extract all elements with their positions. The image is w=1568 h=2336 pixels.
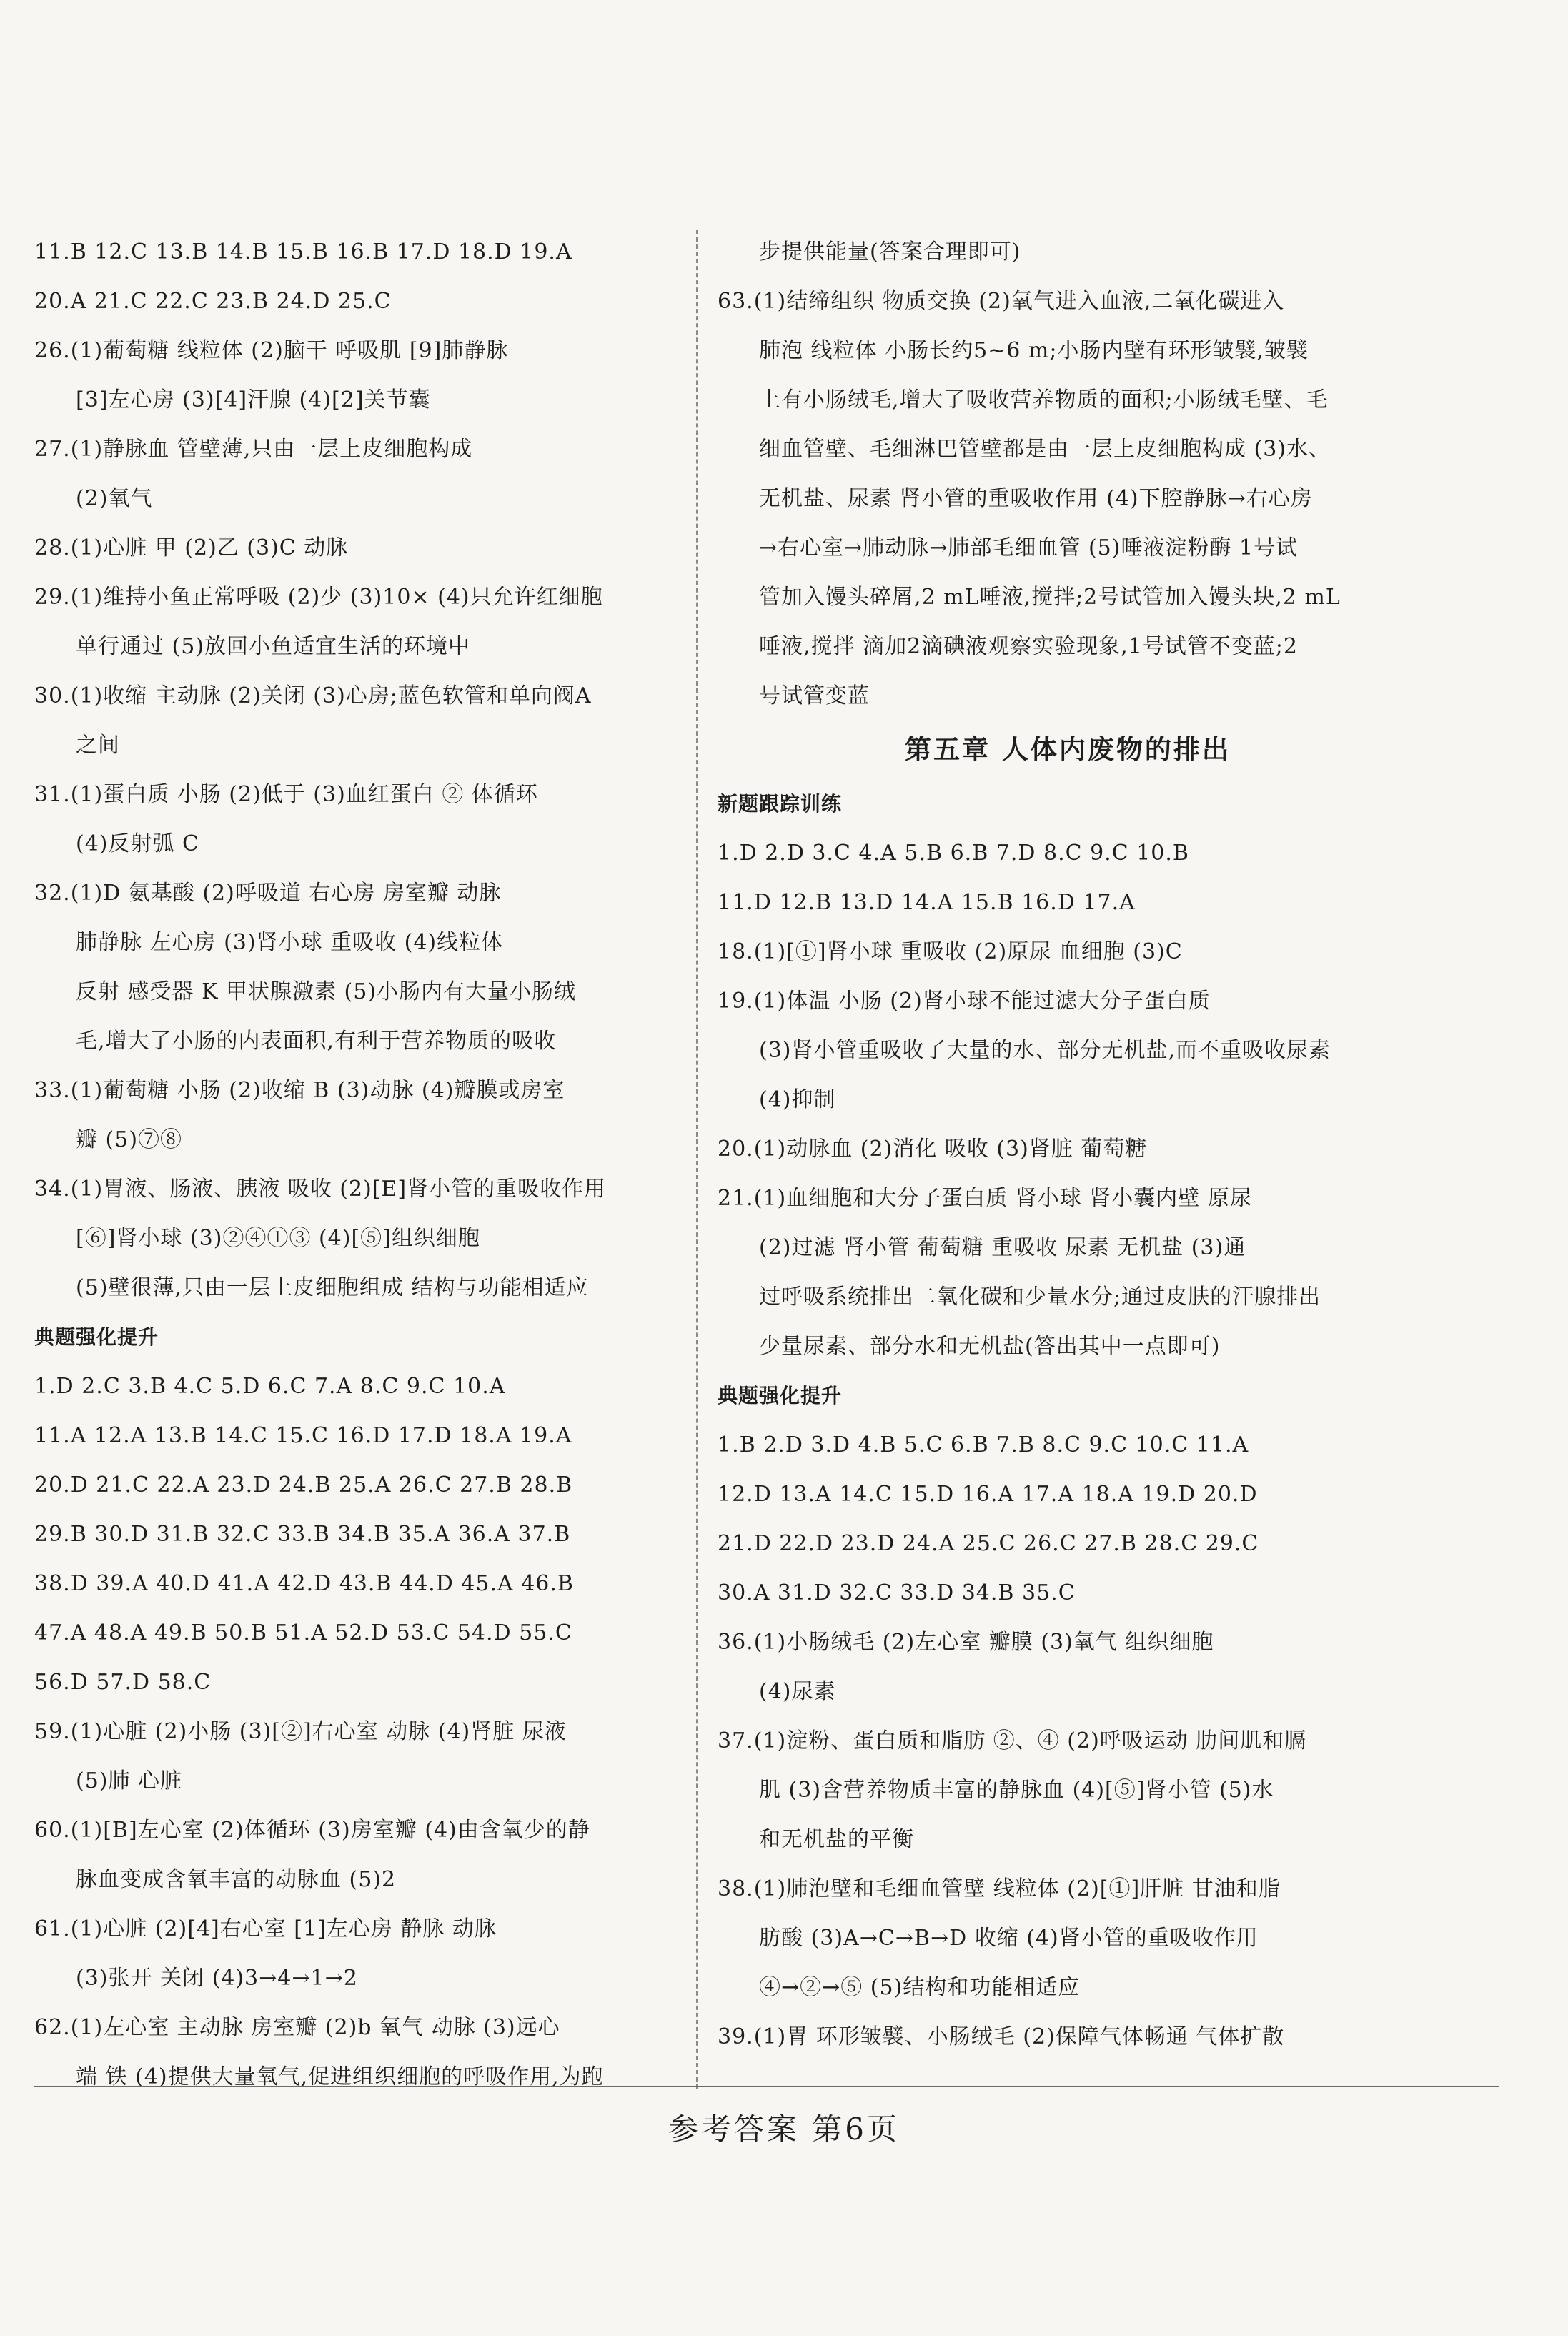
answer-line: 56.D 57.D 58.C xyxy=(34,1670,212,1695)
left-column xyxy=(34,227,678,2102)
answer-line: 29.(1)维持小鱼正常呼吸 (2)少 (3)10× (4)只允许红细胞 xyxy=(34,585,603,610)
answer-line: 20.A 21.C 22.C 23.B 24.D 25.C xyxy=(34,289,392,314)
answer-line: 1.D 2.D 3.C 4.A 5.B 6.B 7.D 8.C 9.C 10.B xyxy=(718,841,1189,866)
answer-line-continued: (4)抑制 xyxy=(759,1087,836,1112)
answer-line: 37.(1)淀粉、蛋白质和脂肪 ②、④ (2)呼吸运动 肋间肌和膈 xyxy=(718,1728,1307,1753)
answer-line: 39.(1)胃 环形皱襞、小肠绒毛 (2)保障气体畅通 气体扩散 xyxy=(718,2024,1285,2049)
answer-line-continued: (2)过滤 肾小管 葡萄糖 重吸收 尿素 无机盐 (3)通 xyxy=(759,1235,1246,1260)
answer-line: 1.D 2.C 3.B 4.C 5.D 6.C 7.A 8.C 9.C 10.A xyxy=(34,1374,506,1399)
answer-line: 21.(1)血细胞和大分子蛋白质 肾小球 肾小囊内壁 原尿 xyxy=(718,1186,1252,1211)
answer-line-continued: 步提供能量(答案合理即可) xyxy=(759,239,1021,264)
answer-line: 33.(1)葡萄糖 小肠 (2)收缩 B (3)动脉 (4)瓣膜或房室 xyxy=(34,1078,565,1103)
answer-line-continued: 无机盐、尿素 肾小管的重吸收作用 (4)下腔静脉→右心房 xyxy=(759,486,1313,511)
answer-line-continued: →右心室→肺动脉→肺部毛细血管 (5)唾液淀粉酶 1号试 xyxy=(759,535,1299,560)
answer-line-continued: (5)肺 心脏 xyxy=(76,1768,183,1793)
answer-line: 47.A 48.A 49.B 50.B 51.A 52.D 53.C 54.D 55.C xyxy=(34,1620,572,1645)
chapter-title: 第五章 人体内废物的排出 xyxy=(905,734,1231,765)
answer-line: 36.(1)小肠绒毛 (2)左心室 瓣膜 (3)氧气 组织细胞 xyxy=(718,1630,1214,1655)
answer-line-continued: 反射 感受器 K 甲状腺激素 (5)小肠内有大量小肠绒 xyxy=(76,979,577,1004)
answer-line: 11.A 12.A 13.B 14.C 15.C 16.D 17.D 18.A 19.A xyxy=(34,1423,572,1448)
answer-line: 20.(1)动脉血 (2)消化 吸收 (3)肾脏 葡萄糖 xyxy=(718,1137,1148,1162)
answer-line-continued: 唾液,搅拌 滴加2滴碘液观察实验现象,1号试管不变蓝;2 xyxy=(759,634,1298,659)
answer-line: 11.D 12.B 13.D 14.A 15.B 16.D 17.A xyxy=(718,890,1136,915)
answer-line-continued: 和无机盐的平衡 xyxy=(759,1827,914,1852)
answer-line-continued: 肪酸 (3)A→C→B→D 收缩 (4)肾小管的重吸收作用 xyxy=(759,1926,1259,1951)
answer-line-continued: (5)壁很薄,只由一层上皮细胞组成 结构与功能相适应 xyxy=(76,1275,589,1300)
answer-line: 31.(1)蛋白质 小肠 (2)低于 (3)血红蛋白 ② 体循环 xyxy=(34,782,538,807)
answer-line: 60.(1)[B]左心室 (2)体循环 (3)房室瓣 (4)由含氧少的静 xyxy=(34,1818,590,1843)
answer-line: 27.(1)静脉血 管壁薄,只由一层上皮细胞构成 xyxy=(34,437,473,462)
answer-line: 62.(1)左心室 主动脉 房室瓣 (2)b 氧气 动脉 (3)远心 xyxy=(34,2015,560,2040)
right-column xyxy=(718,227,1361,2062)
answer-line: 26.(1)葡萄糖 线粒体 (2)脑干 呼吸肌 [9]肺静脉 xyxy=(34,338,509,363)
answer-line-continued: 上有小肠绒毛,增大了吸收营养物质的面积;小肠绒毛壁、毛 xyxy=(759,387,1329,412)
answer-line-continued: 端 铁 (4)提供大量氧气,促进组织细胞的呼吸作用,为跑 xyxy=(76,2064,604,2089)
answer-line-continued: 肺泡 线粒体 小肠长约5~6 m;小肠内壁有环形皱襞,皱襞 xyxy=(759,338,1309,363)
answer-line: 1.B 2.D 3.D 4.B 5.C 6.B 7.B 8.C 9.C 10.C 11.A xyxy=(718,1432,1249,1457)
answer-line: 59.(1)心脏 (2)小肠 (3)[②]右心室 动脉 (4)肾脏 尿液 xyxy=(34,1719,567,1744)
answer-line: 38.(1)肺泡壁和毛细血管壁 线粒体 (2)[①]肝脏 甘油和脂 xyxy=(718,1876,1281,1901)
answer-line: 61.(1)心脏 (2)[4]右心室 [1]左心房 静脉 动脉 xyxy=(34,1916,497,1941)
answer-line-continued: (4)尿素 xyxy=(759,1679,836,1704)
answer-line-continued: 之间 xyxy=(76,733,120,758)
answer-line-continued: 单行通过 (5)放回小鱼适宜生活的环境中 xyxy=(76,634,471,659)
answer-line-continued: 脉血变成含氧丰富的动脉血 (5)2 xyxy=(76,1867,397,1892)
answer-line: 30.(1)收缩 主动脉 (2)关闭 (3)心房;蓝色软管和单向阀A xyxy=(34,683,592,708)
answer-line-continued: 管加入馒头碎屑,2 mL唾液,搅拌;2号试管加入馒头块,2 mL xyxy=(759,585,1341,610)
answer-line: 38.D 39.A 40.D 41.A 42.D 43.B 44.D 45.A 46.B xyxy=(34,1571,574,1596)
answer-line: 63.(1)结缔组织 物质交换 (2)氧气进入血液,二氧化碳进入 xyxy=(718,289,1285,314)
answer-line-continued: (3)张开 关闭 (4)3→4→1→2 xyxy=(76,1966,358,1991)
answer-line: 34.(1)胃液、肠液、胰液 吸收 (2)[E]肾小管的重吸收作用 xyxy=(34,1177,607,1202)
answer-line: 11.B 12.C 13.B 14.B 15.B 16.B 17.D 18.D 19.A xyxy=(34,239,572,264)
answer-line-continued: [⑥]肾小球 (3)②④①③ (4)[⑤]组织细胞 xyxy=(76,1226,480,1251)
answer-line-continued: 瓣 (5)⑦⑧ xyxy=(76,1127,183,1152)
answer-line-continued: 肺静脉 左心房 (3)肾小球 重吸收 (4)线粒体 xyxy=(76,930,504,955)
section-subheading: 典题强化提升 xyxy=(34,1325,159,1349)
answer-line: 19.(1)体温 小肠 (2)肾小球不能过滤大分子蛋白质 xyxy=(718,989,1211,1014)
answer-line-continued: ④→②→⑤ (5)结构和功能相适应 xyxy=(759,1975,1081,2000)
answer-line-continued: 过呼吸系统排出二氧化碳和少量水分;通过皮肤的汗腺排出 xyxy=(759,1285,1321,1310)
answer-line: 20.D 21.C 22.A 23.D 24.B 25.A 26.C 27.B 28.B xyxy=(34,1473,573,1498)
footer-rule xyxy=(34,2086,1499,2087)
answer-line-continued: 少量尿素、部分水和无机盐(答出其中一点即可) xyxy=(759,1334,1221,1359)
answer-line: 32.(1)D 氨基酸 (2)呼吸道 右心房 房室瓣 动脉 xyxy=(34,881,502,906)
section-subheading: 典题强化提升 xyxy=(718,1384,843,1407)
answer-line: 12.D 13.A 14.C 15.D 16.A 17.A 18.A 19.D 20.D xyxy=(718,1482,1258,1507)
answer-line-continued: 细血管壁、毛细淋巴管壁都是由一层上皮细胞构成 (3)水、 xyxy=(759,437,1331,462)
answer-line-continued: (4)反射弧 C xyxy=(76,831,199,856)
answer-line-continued: 毛,增大了小肠的内表面积,有利于营养物质的吸收 xyxy=(76,1029,557,1054)
answer-line-continued: (2)氧气 xyxy=(76,486,153,511)
section-subheading: 新题跟踪训练 xyxy=(718,792,843,816)
column-divider xyxy=(696,230,698,2089)
answer-line: 21.D 22.D 23.D 24.A 25.C 26.C 27.B 28.C 29.C xyxy=(718,1531,1259,1556)
answer-line: 18.(1)[①]肾小球 重吸收 (2)原尿 血细胞 (3)C xyxy=(718,939,1183,964)
answer-line: 29.B 30.D 31.B 32.C 33.B 34.B 35.A 36.A 37.B xyxy=(34,1522,571,1547)
page-footer: 参考答案 第6页 xyxy=(668,2112,900,2147)
answer-line-continued: (3)肾小管重吸收了大量的水、部分无机盐,而不重吸收尿素 xyxy=(759,1038,1331,1063)
answer-line: 28.(1)心脏 甲 (2)乙 (3)C 动脉 xyxy=(34,535,349,560)
answer-line-continued: [3]左心房 (3)[4]汗腺 (4)[2]关节囊 xyxy=(76,387,431,412)
answer-line: 30.A 31.D 32.C 33.D 34.B 35.C xyxy=(718,1580,1076,1605)
answer-line-continued: 号试管变蓝 xyxy=(759,683,870,708)
answer-line-continued: 肌 (3)含营养物质丰富的静脉血 (4)[⑤]肾小管 (5)水 xyxy=(759,1778,1274,1803)
